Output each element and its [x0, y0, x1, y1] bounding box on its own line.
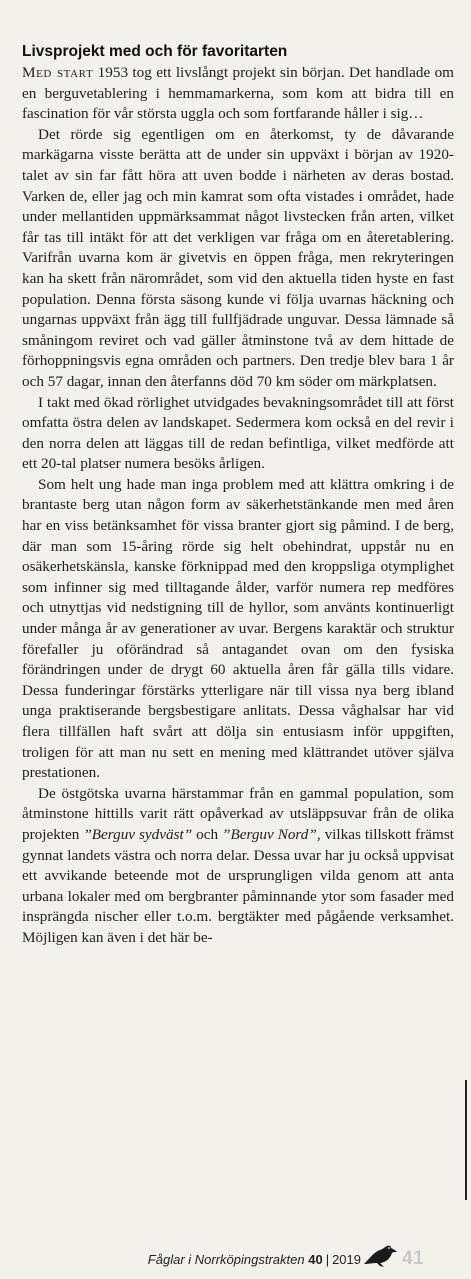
lead-small-caps: Med start — [22, 64, 94, 81]
article-column — [22, 42, 454, 949]
publication-title: Fåglar i Norrköpingstrakten — [147, 1252, 305, 1267]
article-paragraph-5 — [22, 784, 454, 949]
article-paragraph-3: I takt med ökad rörlighet utvidgades bevakningsområdet till att först omfatta östra delen av landskapet. Sedermera kom också en del revir i den norra delen att läggas till de redan befintliga, vilket medförde att ett 20-tal platser numera besöks årligen. — [22, 393, 454, 473]
issue-number: 40 — [308, 1252, 323, 1267]
page-number: 41 — [402, 1248, 425, 1269]
article-paragraph-2: Det rörde sig egentligen om en återkomst, ty de dåvarande markägarna visste berätta att de under sin uppväxt i början av 1920-talet av sin far fått höra att uven bodde i närheten av deras bostad. Varken de, eller jag och min kamrat som ofta vistades i området, hade under mellantiden uppmärksammat något livstecken från arten, vilket får tas till intäkt för att det verkligen var fråga om en återetablering. Varifrån uvarna kom är givetvis en öppen fråga, men rekryteringen kan ha skett från närområdet, som vid den aktuella tiden hyste en fast population. Denna första säsong kunde vi följa uvarnas häckning och ungarnas uppväxt från ägg till fullfjädrade unguvar. Dessa lämnade så småningom reviret och vad gäller åtminstone två av dem hittade de förhoppningsvis egna områden och partners. Den tredje blev bara 1 år och 57 dagar, innan den återfanns död 70 km söder om märkplatsen. — [22, 125, 454, 390]
page-footer — [0, 1246, 471, 1270]
paragraph-5-text-a: De östgötska uvarna härstammar från en gammal population, som åtminstone hittills varit rätt opåverkad av utsläppsuvar från de olika projekten — [22, 784, 454, 843]
project-name-berguv-nord: ”Berguv Nord” — [222, 825, 317, 843]
footer-publication-line — [148, 1252, 361, 1267]
issue-year: 2019 — [332, 1252, 361, 1267]
paragraph-5-text-b: och — [192, 825, 223, 843]
footer-separator: | — [325, 1252, 330, 1267]
owl-silhouette-icon — [360, 1244, 400, 1268]
page-edge-shadow — [465, 1080, 467, 1200]
paragraph-5-text-c: , vilkas tillskott främst gynnat landets västra och norra delar. Dessa uvar har ju också uppvisat ett avvikande beteende mot de ursprungligen vilda genom att anta urbana lokaler med om bergbranter påminnande ytor som fasader med insprängda nischer eller t.o.m. bergtäkter med pågående verksamhet. Möjligen kan även i det här be- — [22, 825, 454, 946]
article-paragraph-1 — [22, 63, 454, 125]
paragraph-1-text: 1953 tog ett livslångt projekt sin början. Det handlade om en berguvetablering i hemmamarkerna, som kom att bidra till en fascination för vår största uggla och som fortfarande håller i sig… — [22, 64, 454, 123]
article-paragraph-4: Som helt ung hade man inga problem med att klättra omkring i de brantaste berg utan någon form av säkerhetstänkande men med åren har en viss betänksamhet för vissa branter gjort sig påmind. I de berg, där man som 15-åring rörde sig helt obehindrat, uppstår nu en osäkerhetskänsla, kanske förknippad med den kroppsliga otymplighet som infinner sig med tilltagande ålder, varför numera rep medföres och utnyttjas vid nedstigning till de hyllor, som använts kontinuerligt under många år av generationer av uvar. Bergens karaktär och struktur förefaller ju oförändrad så antagandet ovan om den fysiska förändringen under de drygt 60 aktuella åren får gälla tills vidare. Dessa funderingar förstärks ytterligare när till vissa nya berg ibland unga praktiserande bergsbestigare anlitats. Dessa våghalsar har vid flera tillfällen haft svårt att dölja sin entusiasm inför uppgiften, troligen för att man nu sett en mening med klättrandet utöver själva prestationen. — [22, 475, 454, 782]
project-name-berguv-sydvast: ”Berguv sydväst” — [83, 825, 193, 843]
article-heading: Livsprojekt med och för favoritarten — [22, 43, 288, 60]
